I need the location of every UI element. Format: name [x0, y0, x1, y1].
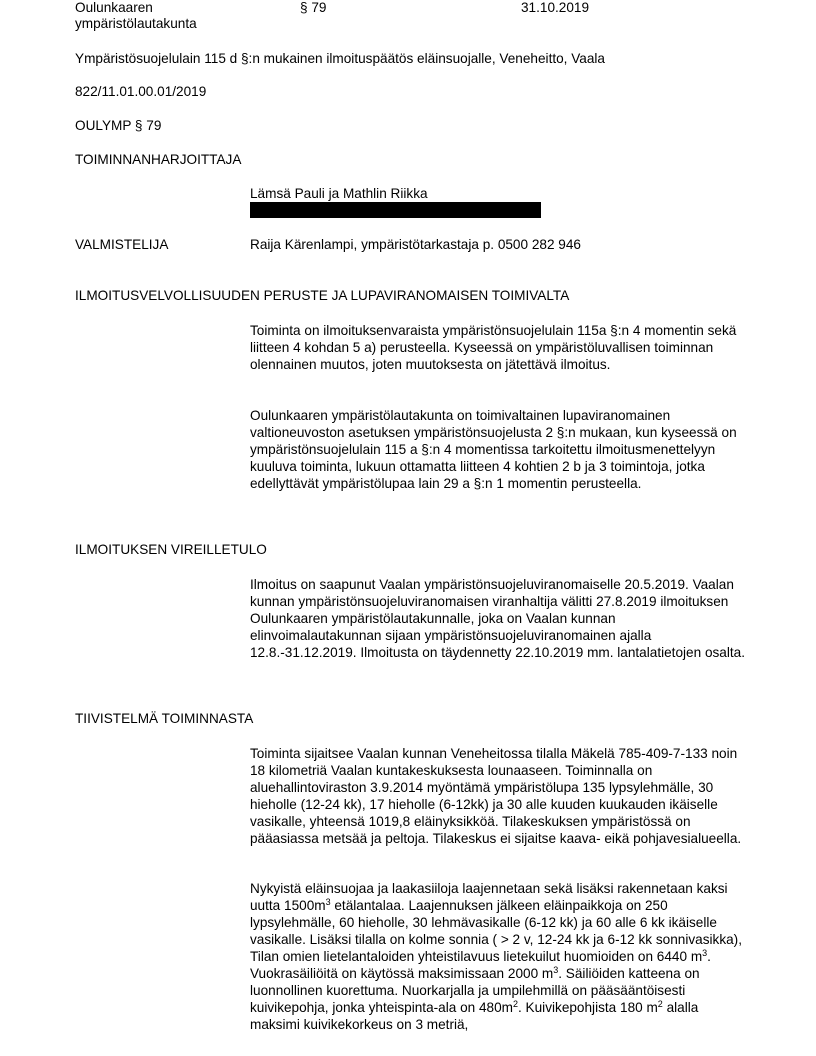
- paragraph-notification-basis: Toiminta on ilmoituksenvaraista ympäristönsuojelulain 115a §:n 4 momentin sekä liitteen 4 kohdan 5 a) perusteella. Kyseessä on ympäristöluvallisen toiminnan olennainen muutos, joten muutoksesta on jätettävä ilmoitus.: [250, 323, 737, 372]
- meeting-date: 31.10.2019: [521, 0, 590, 15]
- organization-line-1: Oulunkaaren: [75, 0, 153, 15]
- decision-title: Ympäristösuojelulain 115 d §:n mukainen ilmoituspäätös eläinsuojalle, Veneheitto, Vaala: [75, 51, 605, 66]
- redacted-address-bar: [250, 202, 541, 218]
- paragraph-competent-authority: Oulunkaaren ympäristölautakunta on toimivaltainen lupaviranomainen valtioneuvoston asetuksen ympäristönsuojelusta 2 §:n mukaan, kun kyseessä on ympäristönsuojelulain 115 a §:n 4 momentissa tarkoitettu ilmoitusmenettelyyn kuuluva toiminta, lukuun ottamatta liitteen 4 kohtien 2 b ja 3 toimintoja, jotka edellyttävät ympäristölupaa lain 29 a §:n 1 momentin perusteella.: [250, 408, 737, 491]
- organization-line-2: ympäristölautakunta: [75, 16, 197, 31]
- paragraph-location: Toiminta sijaitsee Vaalan kunnan Veneheitossa tilalla Mäkelä 785-409-7-133 noin 18 kilometriä Vaalan kuntakeskuksesta lounaaseen. Toiminnalla on aluehallintoviraston 3.9.2014 myöntämä ympäristölupa 135 lypsylehmälle, 30 hieholle (12-24 kk), 17 hieholle (6-12kk) ja 30 alle kuuden kuukauden ikäiselle vasikalle, yhteensä 1019,8 eläinyksikköä. Tilakeskuksen ympäristössä on pääasiassa metsää ja peltoja. Tilakeskus ei sijaitse kaava- eikä pohjavesialueella.: [250, 746, 742, 846]
- preparer-value: Raija Kärenlampi, ympäristötarkastaja p. 0500 282 946: [250, 237, 581, 252]
- section-heading-filing: ILMOITUKSEN VIREILLETULO: [75, 542, 267, 557]
- section-heading-summary: TIIVISTELMÄ TOIMINNASTA: [75, 711, 254, 726]
- organization-name: [75, 0, 197, 32]
- section-number: § 79: [300, 0, 327, 15]
- section-heading-authority: ILMOITUSVELVOLLISUUDEN PERUSTE JA LUPAVIRANOMAISEN TOIMIVALTA: [75, 288, 570, 303]
- preparer-label: VALMISTELIJA: [75, 237, 169, 252]
- operator-heading: TOIMINNANHARJOITTAJA: [75, 152, 242, 167]
- board-reference: OULYMP § 79: [75, 118, 162, 133]
- operator-name: Lämsä Pauli ja Mathlin Riikka: [250, 186, 428, 201]
- paragraph-expansion: Nykyistä eläinsuojaa ja laakasiiloja laajennetaan sekä lisäksi rakennetaan kaksi uutta $1500m^3$ etälantalaa. Laajennuksen jälkeen eläinpaikkoja on 250 lypsylehmälle, 60 hieholle, 30 lehmävasikalle (6-12 kk) ja 60 alle 6 kk ikäiselle vasikalle. Lisäksi tilalla on kolme sonnia ( > 2 v, 12-24 kk ja 6-12 kk sonnivasikka), Tilan omien lietelantaloiden yhteistilavuus lietekuilut huomioiden on 6440 $m^3$. Vuokrasäiliöitä on käytössä maksimissaan 2000 $m^3$. Säiliöiden katteena on luonnollinen kuorettuma. Nuorkarjalla ja umpilehmillä on pääsääntöisesti kuivikepohja, jonka yhteispinta-ala on $480m^2$. Kuivikepohjista 180 $m^2$ alalla maksimi kuivikekorkeus on 3 metriä,: [250, 881, 742, 1032]
- record-number: 822/11.01.00.01/2019: [75, 84, 207, 99]
- paragraph-filing: Ilmoitus on saapunut Vaalan ympäristönsuojeluviranomaiselle 20.5.2019. Vaalan kunnan ympäristönsuojeluviranomaisen viranhaltija välitti 27.8.2019 ilmoituksen Oulunkaaren ympäristölautakunnalle, joka on Vaalan kunnan elinvoimalautakunnan sijaan ympäristönsuojeluviranomainen ajalla 12.8.-31.12.2019. Ilmoitusta on täydennetty 22.10.2019 mm. lantalatietojen osalta.: [250, 577, 745, 660]
